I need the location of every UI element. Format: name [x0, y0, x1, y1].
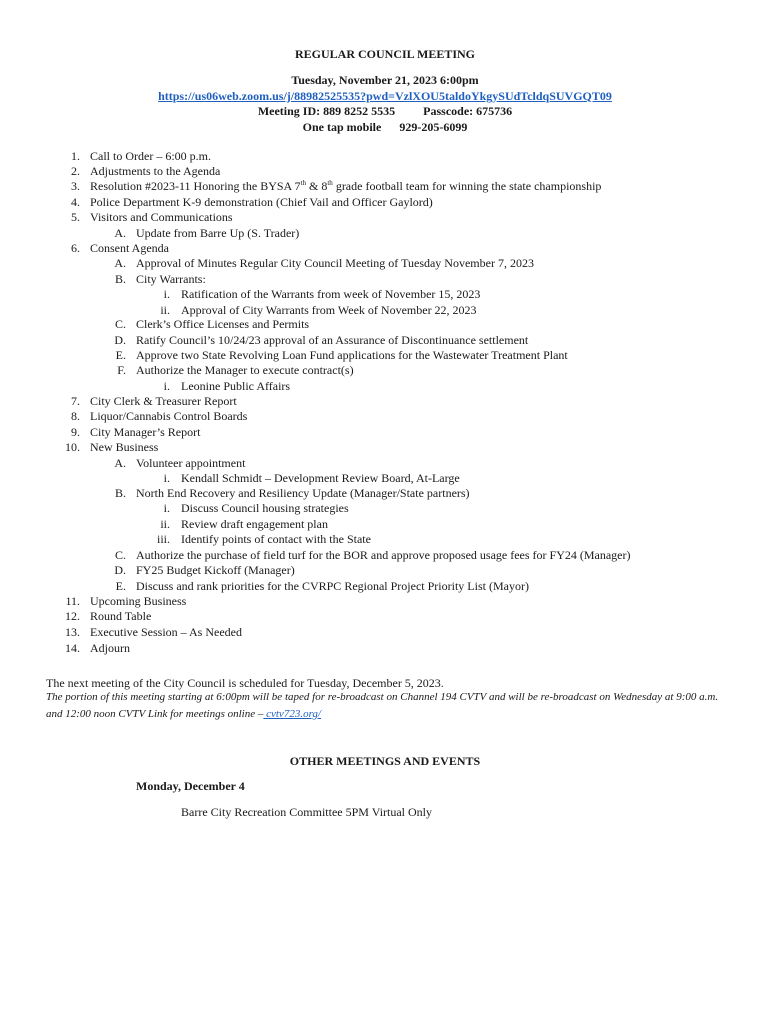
- meeting-id-line: [0, 103, 770, 119]
- cvtv-link[interactable]: cvtv723.org/: [263, 708, 321, 720]
- other-meetings-heading: OTHER MEETINGS AND EVENTS: [289, 754, 481, 768]
- meeting-title: REGULAR COUNCIL MEETING: [294, 47, 476, 61]
- meeting-date: Tuesday, November 21, 2023 6:00pm: [291, 73, 479, 87]
- zoom-link[interactable]: https://us06web.zoom.us/j/88982525535?pwd=VzlXOU5taldoYkgySUdTcldqSUVGQT09: [158, 89, 612, 103]
- meeting-id: Meeting ID: 889 8252 5535: [257, 104, 396, 118]
- tap-mobile-line: [0, 119, 770, 135]
- event-day: Monday, December 4: [136, 779, 245, 793]
- event-item: Barre City Recreation Committee 5PM Virtual Only: [181, 805, 433, 819]
- zoom-link-line: [0, 88, 770, 104]
- tap-label: One tap mobile: [302, 120, 382, 134]
- agenda-page: REGULAR COUNCIL MEETING Tuesday, November 21, 2023 6:00pm https://us06web.zoom.us/j/88982525535?pwd=VzlXOU5taldoYkgySUdTcldqSUVGQT09 Meeting ID: 889 8252 5535 Passcode: 675736 One tap mobile 929-205-6099 1. Call to Order – 6:00 p.m. 2. Adjustments to the Agenda 3. Resolution #2023-11 Honoring the BYSA 7th & 8th grade football team for winning the state championship 4. Police Department K-9 demonstration (Chief Vail and Officer Gaylord) 5. Visitors and Communications A. Update from Barre Up (S. Trader) 6. Consent Agenda A. Approval of Minutes Regular City Council Meeting of Tuesday November 7, 2023 B. City Warrants: i. Ratification of the Warrants from week of November 15, 2023 ii. Approval of City Warrants from Week of November 22, 2023 C. Clerk’s Office Licenses and Permits D. Ratify Council’s 10/24/23 approval of an Assurance of Discontinuance settlement E. Approve two State Revolving Loan Fund applications for the Wastewater Treatment Plant F. Authorize the Manager to execute contract(s) i. Leonine Public Affairs 7. City Clerk & Treasurer Report 8. Liquor/Cannabis Control Boards 9. City Manager’s Report 10. New Business A. Volunteer appointment i. Kendall Schmidt – Development Review Board, At-Large B. North End Recovery and Resiliency Update (Manager/State partners) i. Discuss Council housing strategies ii. Review draft engagement plan iii. Identify points of contact with the State C. Authorize the purchase of field turf for the BOR and approve proposed usage fees for FY24 (Manager) D. FY25 Budget Kickoff (Manager) E. Discuss and rank priorities for the CVRPC Regional Project Priority List (Mayor) 11. Upcoming Business 12. Round Table 13. Executive Session – As Needed 14. Adjourn The next meeting of the City Council is scheduled for Tuesday, December 5, 2023. The portion of this meeting starting at 6:00pm will be taped for re-broadcast on Channel 194 CVTV and will be re-broadcast on Wednesday at 9:00 a.m. and 12:00 noon CVTV Link for meetings online – cvtv723.org/ OTHER MEETINGS AND EVENTS Monday, December 4 Barre City Recreation Committee 5PM Virtual Only: [0, 0, 770, 1024]
- tap-number: 929-205-6099: [399, 120, 468, 134]
- broadcast-note: The portion of this meeting starting at 6:00pm will be taped for re-broadcast on Channel 194 CVTV and will be re-broadcast on Wednesday at 9:00 a.m. and 12:00 noon CVTV Link for meetings online – cvtv723.org/: [46, 691, 719, 720]
- next-meeting-note: The next meeting of the City Council is scheduled for Tuesday, December 5, 2023.: [46, 676, 444, 690]
- passcode: Passcode: 675736: [423, 104, 513, 118]
